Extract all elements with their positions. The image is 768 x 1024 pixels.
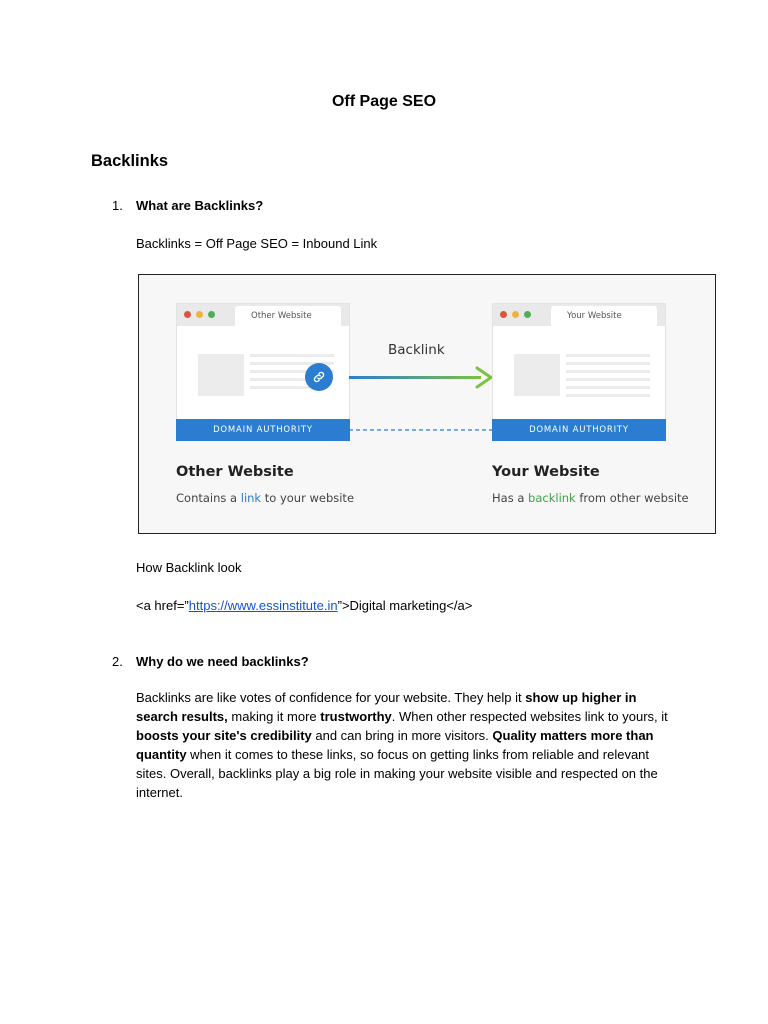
paragraph-text: making it more (227, 709, 321, 724)
list-number-2: 2. (112, 654, 123, 669)
essinstitute-link[interactable]: https://www.essinstitute.in (188, 598, 338, 613)
text-line-placeholder (566, 354, 650, 357)
browser-bar (177, 304, 349, 326)
text-line-placeholder (566, 362, 650, 365)
desc-text: Has a (492, 491, 529, 505)
code-prefix: <a href=” (136, 598, 189, 613)
backlink-code-example (136, 598, 472, 613)
your-website-title: Your Website (492, 464, 600, 480)
your-website-window (492, 303, 666, 441)
list-number-1: 1. (112, 198, 123, 213)
text-line-placeholder (566, 394, 650, 397)
text-line-placeholder (250, 378, 310, 381)
text-line-placeholder (250, 386, 310, 389)
image-placeholder (198, 354, 244, 396)
browser-tab-your-website: Your Website (551, 306, 657, 326)
backlink-word: backlink (528, 491, 576, 505)
image-placeholder (514, 354, 560, 396)
bold-text: trustworthy (320, 709, 392, 724)
other-website-window (176, 303, 350, 441)
paragraph-text: . When other respected websites link to yours, it (391, 709, 668, 724)
text-line-placeholder (566, 378, 650, 381)
section-heading: Backlinks (91, 152, 169, 170)
paragraph-text: and can bring in more visitors. (311, 728, 493, 743)
bold-text: boosts your site's credibility (136, 728, 312, 743)
list-title-1: What are Backlinks? (136, 198, 264, 213)
code-suffix: ”>Digital marketing</a> (337, 598, 473, 613)
link-word: link (240, 491, 262, 505)
backlink-arrow-label: Backlink (388, 342, 445, 358)
desc-text: Contains a (176, 491, 241, 505)
maximize-dot-icon (524, 311, 531, 318)
why-backlinks-paragraph (136, 688, 676, 802)
domain-authority-bar: DOMAIN AUTHORITY (176, 419, 350, 441)
other-website-title: Other Website (176, 464, 294, 480)
maximize-dot-icon (208, 311, 215, 318)
bold-text: Quality matters more than quantity (136, 728, 654, 762)
close-dot-icon (500, 311, 507, 318)
browser-tab-other-website: Other Website (235, 306, 341, 326)
paragraph-text: when it comes to these links, so focus on getting links from reliable and relevant sites. Overall, backlinks play a big role in making your website visible and respected on the internet. (136, 747, 658, 800)
paragraph-text: Backlinks are like votes of confidence for your website. They help it (136, 690, 526, 705)
desc-text: to your website (261, 491, 355, 505)
minimize-dot-icon (196, 311, 203, 318)
bold-text: show up higher in search results, (136, 690, 637, 724)
backlink-arrow (349, 365, 495, 389)
document-title: Off Page SEO (331, 93, 437, 110)
domain-authority-bar: DOMAIN AUTHORITY (492, 419, 666, 441)
list-title-2: Why do we need backlinks? (136, 654, 309, 669)
close-dot-icon (184, 311, 191, 318)
minimize-dot-icon (512, 311, 519, 318)
browser-bar (493, 304, 665, 326)
authority-dashed-link (349, 425, 495, 435)
text-line-placeholder (250, 354, 334, 357)
text-line-placeholder (566, 370, 650, 373)
how-backlink-look: How Backlink look (136, 560, 242, 575)
desc-text: from other website (575, 491, 689, 505)
backlinks-equation: Backlinks = Off Page SEO = Inbound Link (136, 236, 378, 251)
other-website-description (176, 491, 354, 505)
your-website-description (492, 491, 689, 505)
text-line-placeholder (566, 386, 650, 389)
backlink-diagram (138, 274, 716, 534)
chain-link-icon (305, 363, 333, 391)
